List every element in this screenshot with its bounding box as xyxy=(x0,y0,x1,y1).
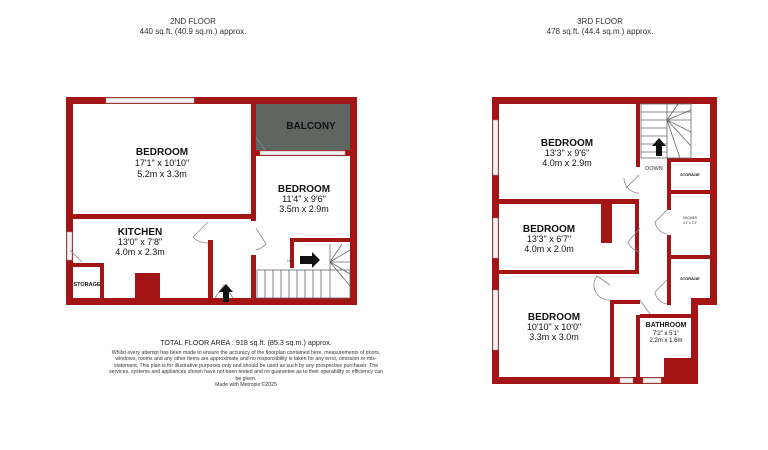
room-dim-imperial-bedroom-3f-b: 13'3" x 6'7" xyxy=(526,234,572,244)
second-floor-stairs xyxy=(257,244,350,298)
credit-text: Made with Metropix ©2025 xyxy=(215,382,277,389)
third-floor-stairs xyxy=(641,104,691,158)
wardrobe-block xyxy=(601,203,612,243)
stairs-up-arrow-icon xyxy=(300,252,320,268)
stairs-down-label: DOWN xyxy=(645,166,663,172)
third-floor-title: 3RD FLOOR xyxy=(577,17,623,26)
second-floor-plan xyxy=(66,97,357,305)
third-floor-area: 478 sq.ft. (44.4 sq.m.) approx. xyxy=(546,27,654,36)
room-dim-metric-bedroom-2f-a: 5.2m x 3.3m xyxy=(137,169,187,179)
second-floor-area: 440 sq.ft. (40.9 sq.m.) approx. xyxy=(139,27,247,36)
total-floor-area: TOTAL FLOOR AREA : 918 sq.ft. (85.3 sq.m.) approx. xyxy=(160,338,332,347)
footer-disclaimer xyxy=(108,338,384,388)
second-floor-title: 2ND FLOOR xyxy=(170,17,216,26)
room-dim-imperial-bathroom: 7'2" x 5'1" xyxy=(652,331,680,337)
room-name-balcony: BALCONY xyxy=(286,121,336,132)
stairs-up-label: UP xyxy=(287,258,293,263)
stairs-down-arrow-icon xyxy=(652,138,666,156)
room-name-bedroom-2f-b: BEDROOM xyxy=(277,184,331,195)
room-dim-metric-bedroom-2f-b: 3.5m x 2.9m xyxy=(279,204,329,214)
disclaimer-text: Whilst every attempt has been made to ensure the accuracy of the floorplan contained here, measurements of doors, windows, rooms and any other items are approximate and no responsibility is taken for any error, omission or mis-statement. This plan is for illustrative purposes only and should be used as such by any prospective purchaser. The services, systems and appliances shown have not been tested and no guarantee as to their operability or efficiency can be given. xyxy=(109,350,383,382)
room-dim-imperial-bedroom-2f-a: 17'1" x 10'10" xyxy=(134,158,190,168)
room-dim-imperial-bedroom-3f-c: 10'10" x 10'0" xyxy=(526,322,582,332)
room-dim-imperial-bedroom-3f-a: 13'3" x 9'6" xyxy=(544,148,590,158)
third-floor-doors xyxy=(594,175,667,314)
third-floor-plan xyxy=(492,97,717,384)
room-name-storage-2f: STORAGE xyxy=(73,282,101,288)
room-name-bathroom: BATHROOM xyxy=(645,322,687,329)
bath-block xyxy=(664,358,691,378)
room-dim-metric-bedroom-3f-c: 3.3m x 3.0m xyxy=(529,332,579,342)
third-floor-inner-walls xyxy=(492,97,717,384)
room-dim-metric-bedroom-3f-b: 4.0m x 2.0m xyxy=(524,244,574,254)
room-name-bedroom-3f-b: BEDROOM xyxy=(522,224,576,235)
room-dim-metric-bedroom-3f-a: 4.0m x 2.9m xyxy=(542,158,592,168)
room-dim-imperial-kitchen: 13'0" x 7'8" xyxy=(117,237,163,247)
room-dim-metric-kitchen: 4.0m x 2.3m xyxy=(115,247,165,257)
room-name-bedroom-3f-a: BEDROOM xyxy=(540,138,594,149)
room-dim-shower: 4'1" x 3'3" xyxy=(683,221,697,225)
room-name-kitchen: KITCHEN xyxy=(117,227,163,238)
room-name-bedroom-2f-a: BEDROOM xyxy=(135,147,189,158)
room-name-bedroom-3f-c: BEDROOM xyxy=(527,312,581,323)
room-dim-metric-bathroom: 2.2m x 1.6m xyxy=(649,338,683,344)
room-name-storage-3f-b: STORAGE xyxy=(680,276,700,281)
room-name-storage-3f-a: STORAGE xyxy=(680,172,700,177)
room-name-shower: SHOWER xyxy=(682,216,698,220)
kitchen-appliance-block xyxy=(135,273,160,299)
room-dim-imperial-bedroom-2f-b: 11'4" x 9'6" xyxy=(282,194,326,204)
